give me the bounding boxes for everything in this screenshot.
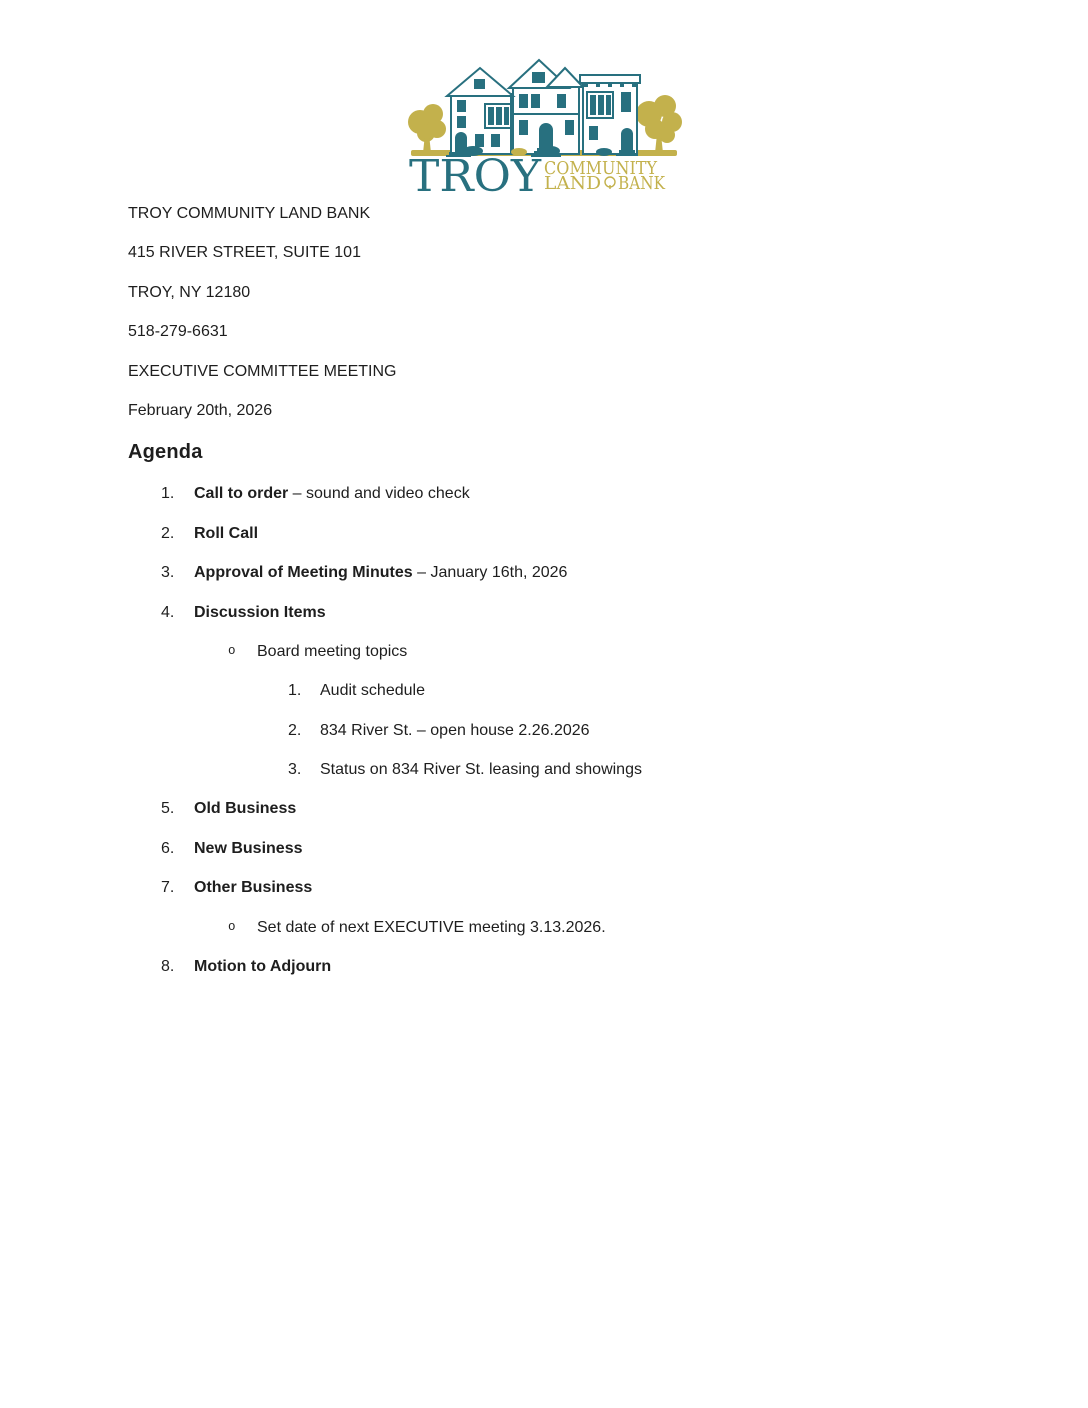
item-marker: 3. [288,761,302,779]
agenda-item-discussion-items [128,604,1028,621]
wordmark-troy: TROY [409,151,542,202]
meeting-date-line: February 20th, 2026 [128,401,273,419]
item-bold: Roll Call [194,524,259,542]
agenda-heading: Agenda [128,441,203,464]
item-bold: Approval of Meeting Minutes [194,564,413,582]
item-marker: 1. [161,485,175,503]
item-bold: New Business [194,839,303,857]
item-marker: o [228,643,236,658]
tree-left-icon [408,104,446,156]
item-text [320,761,642,778]
item-marker: 7. [161,879,175,897]
agenda-item-motion-to-adjourn [128,958,1028,975]
house-right [580,75,640,156]
item-marker: 8. [161,958,175,976]
item-marker: 3. [161,564,175,582]
item-bold: Other Business [194,879,313,897]
agenda-subitem-next-meeting-date [128,919,1028,936]
agenda-subsubitem-audit-schedule [128,682,1028,699]
agenda-item-call-to-order [128,485,1028,502]
wordmark-bank: BANK [618,173,666,194]
item-text [194,800,296,817]
meeting-title-line: EXECUTIVE COMMITTEE MEETING [128,362,397,380]
wordmark-community: COMMUNITY [544,158,658,179]
city-state-zip-line: TROY, NY 12180 [128,283,251,301]
wordmark-land: LAND [544,173,601,194]
item-text [257,919,606,936]
agenda-item-approval-of-minutes [128,564,1028,581]
tree-right-icon [636,95,682,156]
item-bold: Call to order [194,485,289,503]
item-text [194,879,312,896]
item-rest: Set date of next EXECUTIVE meeting 3.13.2026. [257,918,606,936]
item-text [257,643,407,660]
phone-line: 518-279-6631 [128,323,228,341]
item-text [320,682,425,699]
agenda-subitem-board-meeting-topics [128,643,1028,660]
agenda-item-other-business [128,879,1028,896]
agenda-item-new-business [128,840,1028,857]
agenda-item-roll-call [128,525,1028,542]
item-rest: Status on 834 River St. leasing and showings [320,761,642,779]
item-text [194,604,326,621]
agenda-item-old-business [128,800,1028,817]
item-bold: Motion to Adjourn [194,958,332,976]
item-marker: 6. [161,839,175,857]
item-rest: Audit schedule [320,682,425,700]
item-marker: 2. [161,524,175,542]
item-rest: Board meeting topics [257,642,408,660]
item-marker: o [228,919,236,934]
item-rest: – January 16th, 2026 [412,564,568,582]
item-bold: Discussion Items [194,603,326,621]
item-text [194,958,331,975]
item-rest: – sound and video check [288,485,470,503]
item-text [194,485,470,502]
item-rest: 834 River St. – open house 2.26.2026 [320,721,590,739]
house-left [446,68,513,157]
org-name-line: TROY COMMUNITY LAND BANK [128,205,371,222]
agenda-subsubitem-open-house [128,722,1028,739]
item-text [194,564,567,581]
item-text [194,840,302,857]
document-body [128,205,1028,997]
item-text [194,525,258,542]
item-marker: 2. [288,721,302,739]
logo-graphic [399,52,689,202]
org-logo [0,52,1088,202]
item-marker: 1. [288,682,302,700]
item-bold: Old Business [194,800,297,818]
item-text [320,722,590,739]
house-middle [509,60,583,157]
item-marker: 4. [161,603,175,621]
item-marker: 5. [161,800,175,818]
agenda-subsubitem-leasing-status [128,761,1028,778]
address-line: 415 RIVER STREET, SUITE 101 [128,244,361,262]
